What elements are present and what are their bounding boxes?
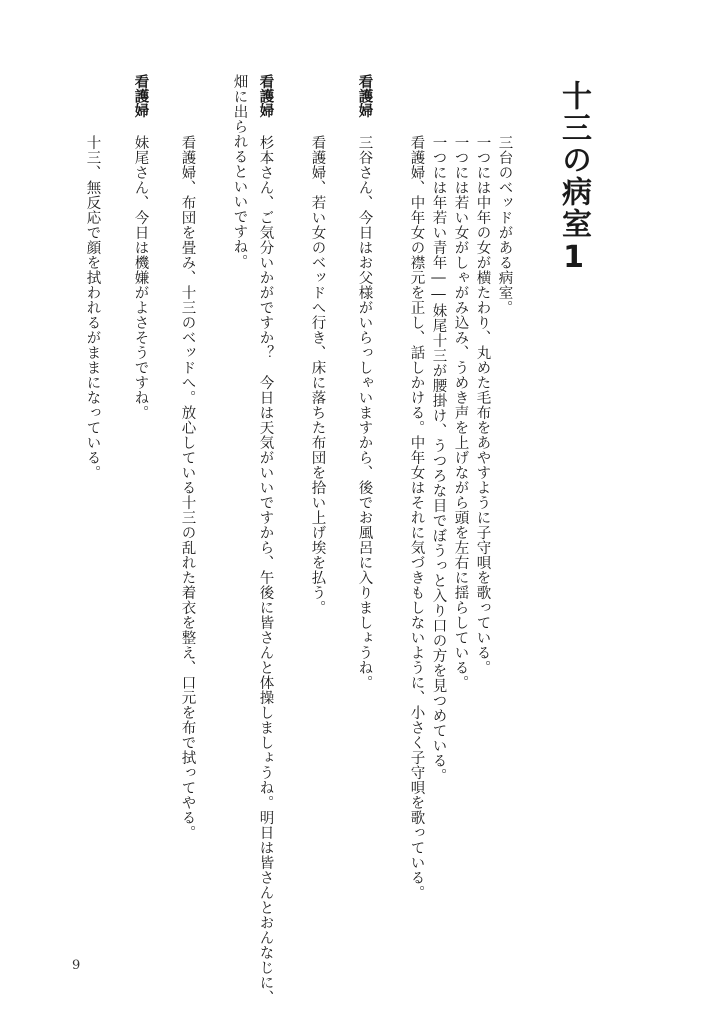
speaker-name: 看護婦 [356, 74, 373, 118]
page-number: 9 [72, 958, 81, 973]
dialogue-line: 三谷さん、今日はお父様がいらっしゃいますから、後でお風呂に入りましょうね。 [356, 135, 373, 690]
scene-title: 十三の病室1 [556, 80, 591, 277]
dialogue-line: 妹尾さん、今日は機嫌がよさそうですね。 [132, 135, 149, 420]
stage-direction-4: 一つには年若い青年――妹尾十三が腰掛け、うつろな目でぼうっと入り口の方を見つめている。 [430, 135, 447, 783]
stage-direction-5: 看護婦、中年女の襟元を正し、話しかける。中年女はそれに気づきもしないように、小さく子守唄を歌っている。 [408, 135, 425, 900]
speaker-name: 看護婦 [132, 74, 149, 118]
stage-direction-2: 一つには中年の女が横たわり、丸めた毛布をあやすように子守唄を歌っている。 [474, 135, 491, 675]
stage-direction-3: 一つには若い女がしゃがみ込み、うめき声を上げながら頭を左右に揺らしている。 [452, 135, 469, 690]
speaker-name: 看護婦 [257, 74, 274, 118]
dialogue-line: 杉本さん、ご気分いかがですか？ 今日は天気がいいですから、午後に皆さんと体操しましょうね。明日は皆さんとおんなじに、 [257, 135, 274, 1005]
stage-direction: 看護婦、布団を畳み、十三のベッドへ。放心している十三の乱れた着衣を整え、口元を布で拭ってやる。 [179, 135, 196, 840]
stage-direction: 十三、無反応で顔を拭われるがままになっている。 [84, 135, 101, 480]
dialogue-line-continued: 畑に出られるといいですね。 [231, 74, 248, 269]
stage-direction-1: 三台のベッドがある病室。 [496, 135, 513, 315]
stage-direction: 看護婦、若い女のベッドへ行き、床に落ちた布団を拾い上げ埃を払う。 [309, 135, 326, 615]
